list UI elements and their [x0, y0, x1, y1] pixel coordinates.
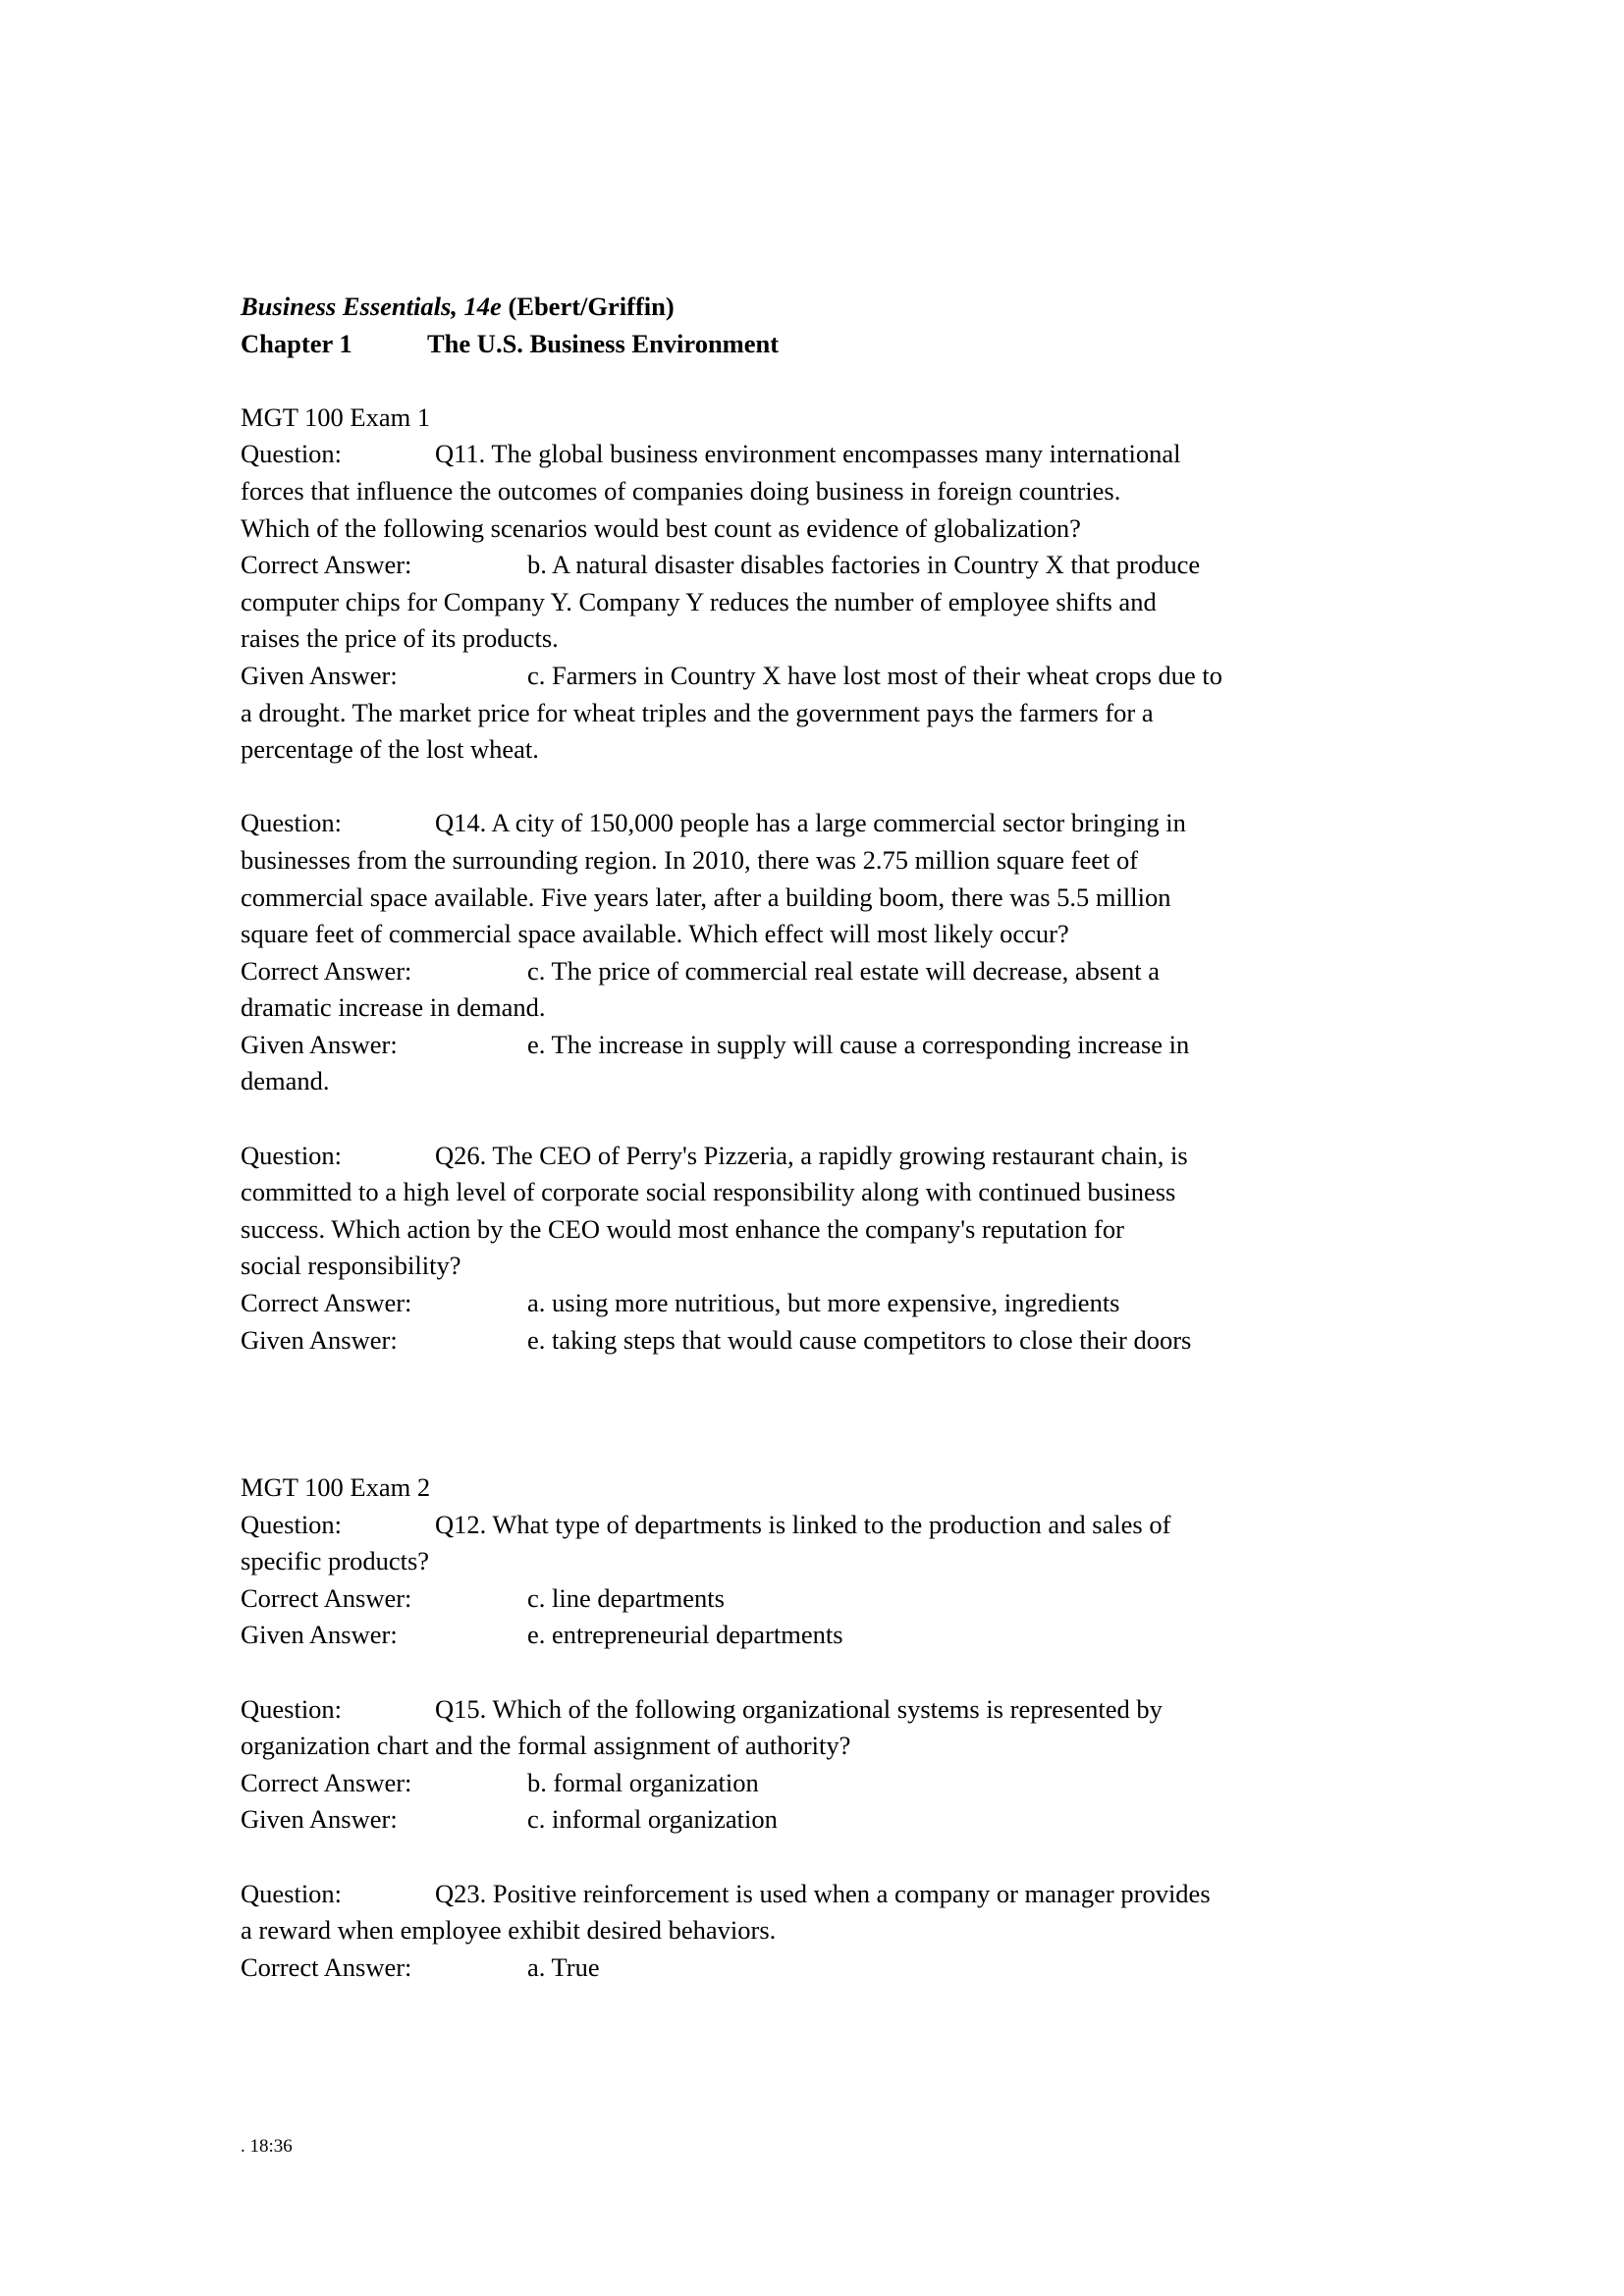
question-block	[241, 1876, 1419, 1987]
chapter-heading	[241, 326, 1419, 363]
question-block	[241, 436, 1419, 768]
given-answer-row	[241, 1322, 1419, 1360]
correct-answer-row	[241, 547, 1419, 658]
question-text-line: forces that influence the outcomes of companies doing business in foreign countries.	[241, 475, 1121, 506]
correct-answer-label: Correct Answer:	[241, 1288, 412, 1318]
correct-answer-line: a. using more nutritious, but more expensive, ingredients	[527, 1288, 1120, 1318]
question-text-line: Q26. The CEO of Perry's Pizzeria, a rapidly growing restaurant chain, is	[435, 1140, 1188, 1170]
question-text-row	[241, 1138, 1419, 1285]
correct-answer-label: Correct Answer:	[241, 1951, 412, 1982]
page-footer-timestamp: . 18:36	[241, 2136, 293, 2157]
correct-answer-row	[241, 1580, 1419, 1618]
given-answer-label: Given Answer:	[241, 1029, 398, 1059]
given-answer-line: e. taking steps that would cause competitors to close their doors	[527, 1324, 1192, 1355]
correct-answer-row	[241, 1285, 1419, 1322]
question-text-line: committed to a high level of corporate social responsibility along with continued business	[241, 1177, 1176, 1207]
question-text-row	[241, 1876, 1419, 1949]
question-text-line: Q15. Which of the following organizational systems is represented by	[435, 1693, 1163, 1724]
chapter-label: Chapter 1	[241, 328, 352, 358]
correct-answer-row	[241, 1765, 1419, 1802]
question-text-line: Which of the following scenarios would best count as evidence of globalization?	[241, 512, 1081, 543]
given-answer-line: a drought. The market price for wheat triples and the government pays the farmers for a	[241, 697, 1154, 727]
question-text-line: businesses from the surrounding region. In 2010, there was 2.75 million square feet of	[241, 844, 1139, 875]
book-heading	[241, 289, 1419, 326]
document-page	[241, 289, 1419, 1986]
question-text-line: square feet of commercial space available. Which effect will most likely occur?	[241, 919, 1069, 949]
question-text-label: Question:	[241, 1140, 343, 1170]
given-answer-line: e. The increase in supply will cause a corresponding increase in	[527, 1029, 1190, 1059]
correct-answer-line: computer chips for Company Y. Company Y reduces the number of employee shifts and	[241, 586, 1157, 616]
given-answer-line: percentage of the lost wheat.	[241, 734, 539, 765]
given-answer-label: Given Answer:	[241, 1324, 398, 1355]
question-text-line: social responsibility?	[241, 1251, 461, 1281]
question-text-line: Q11. The global business environment encompasses many international	[435, 439, 1181, 469]
question-block	[241, 1138, 1419, 1360]
exam-list	[241, 400, 1419, 1987]
question-text-line: commercial space available. Five years later, after a building boom, there was 5.5 million	[241, 881, 1171, 912]
question-text-line: Q14. A city of 150,000 people has a large commercial sector bringing in	[435, 808, 1186, 838]
given-answer-line: c. Farmers in Country X have lost most of their wheat crops due to	[527, 660, 1222, 690]
question-text-line: Q23. Positive reinforcement is used when a company or manager provides	[435, 1878, 1211, 1908]
given-answer-line: demand.	[241, 1066, 330, 1096]
correct-answer-line: c. The price of commercial real estate will decrease, absent a	[527, 955, 1161, 986]
question-block	[241, 805, 1419, 1100]
book-authors: (Ebert/Griffin)	[508, 292, 675, 321]
given-answer-label: Given Answer:	[241, 1620, 398, 1650]
question-text-line: organization chart and the formal assignment of authority?	[241, 1731, 851, 1761]
given-answer-row	[241, 1801, 1419, 1839]
question-text-row	[241, 436, 1419, 547]
given-answer-line: c. informal organization	[527, 1804, 778, 1835]
correct-answer-label: Correct Answer:	[241, 550, 412, 580]
correct-answer-line: a. True	[527, 1951, 600, 1982]
correct-answer-line: b. formal organization	[527, 1767, 759, 1797]
correct-answer-row	[241, 953, 1419, 1027]
correct-answer-label: Correct Answer:	[241, 1582, 412, 1613]
question-text-line: Q12. What type of departments is linked to the production and sales of	[435, 1509, 1171, 1539]
correct-answer-line: c. line departments	[527, 1582, 725, 1613]
exam-title: MGT 100 Exam 2	[241, 1472, 431, 1502]
given-answer-label: Given Answer:	[241, 1804, 398, 1835]
given-answer-line: e. entrepreneurial departments	[527, 1620, 843, 1650]
correct-answer-line: raises the price of its products.	[241, 623, 559, 654]
question-text-line: a reward when employee exhibit desired behaviors.	[241, 1915, 777, 1946]
correct-answer-line: dramatic increase in demand.	[241, 992, 546, 1023]
question-text-line: specific products?	[241, 1546, 430, 1576]
chapter-title: The U.S. Business Environment	[427, 328, 780, 358]
exam-section	[241, 400, 1419, 1359]
question-text-label: Question:	[241, 808, 343, 838]
question-text-label: Question:	[241, 1878, 343, 1908]
given-answer-row	[241, 1617, 1419, 1654]
given-answer-row	[241, 658, 1419, 769]
question-text-row	[241, 1691, 1419, 1765]
question-text-label: Question:	[241, 1693, 343, 1724]
exam-title: MGT 100 Exam 1	[241, 401, 431, 432]
correct-answer-row	[241, 1949, 1419, 1987]
question-text-row	[241, 805, 1419, 952]
given-answer-row	[241, 1027, 1419, 1100]
correct-answer-line: b. A natural disaster disables factories in Country X that produce	[527, 550, 1201, 580]
book-title: Business Essentials, 14e	[241, 292, 502, 321]
question-text-label: Question:	[241, 1509, 343, 1539]
correct-answer-label: Correct Answer:	[241, 1767, 412, 1797]
correct-answer-label: Correct Answer:	[241, 955, 412, 986]
question-block	[241, 1691, 1419, 1839]
question-block	[241, 1507, 1419, 1654]
question-text-row	[241, 1507, 1419, 1580]
given-answer-label: Given Answer:	[241, 660, 398, 690]
question-text-line: success. Which action by the CEO would most enhance the company's reputation for	[241, 1213, 1124, 1244]
question-text-label: Question:	[241, 439, 343, 469]
exam-section	[241, 1469, 1419, 1986]
